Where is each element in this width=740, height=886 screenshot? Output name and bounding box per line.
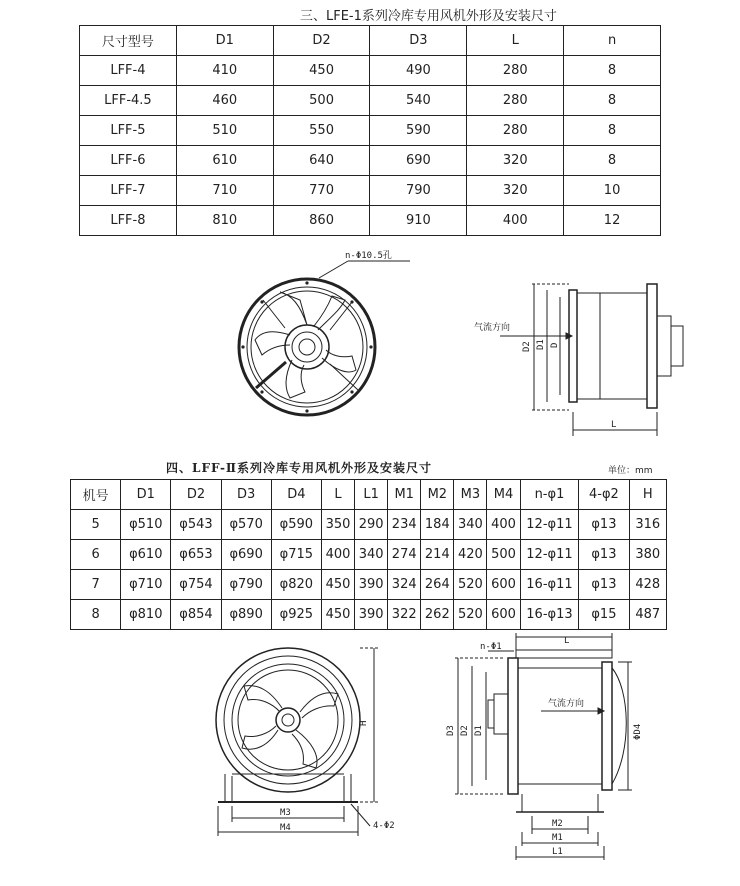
airflow-direction-label: 气流方向 [474,323,511,333]
table1-header: n [564,26,661,56]
table-cell: 450 [273,56,370,86]
table-row [80,206,661,236]
table-row [80,146,661,176]
table-cell: 324 [388,570,421,600]
table-cell: 600 [487,600,520,630]
table2-header: L1 [355,480,388,510]
table-cell: 390 [355,600,388,630]
table-row [80,56,661,86]
table2-header: D4 [271,480,321,510]
unit-label: 单位：mm [608,466,653,476]
table-cell: 340 [454,510,487,540]
table-cell: 320 [467,176,564,206]
table-cell: 500 [487,540,520,570]
table1-header: L [467,26,564,56]
table-cell: 520 [454,570,487,600]
fan1-side-view [500,284,683,436]
table-cell: φ590 [271,510,321,540]
table-cell: 390 [355,570,388,600]
table-cell: φ925 [271,600,321,630]
table1-header: D1 [176,26,273,56]
table-cell: 540 [370,86,467,116]
table-cell: 450 [321,570,354,600]
table-cell: 290 [355,510,388,540]
dim-label-d1-b: D1 [474,725,484,736]
table-cell: 340 [355,540,388,570]
table-cell: 810 [176,206,273,236]
table-cell: φ15 [579,600,629,630]
table-cell: 274 [388,540,421,570]
table-cell: 590 [370,116,467,146]
table-cell: LFF-4.5 [80,86,177,116]
table-cell: φ510 [121,510,171,540]
hole-callout-label: n-Φ10.5孔 [345,251,392,261]
fan2-front-view [216,648,378,836]
table-row [71,540,667,570]
table2-header: 机号 [71,480,121,510]
table1-header: D3 [370,26,467,56]
table-row [80,116,661,146]
table-cell: 16-φ13 [520,600,579,630]
dim-label-m4: M4 [280,823,291,833]
table-cell: 490 [370,56,467,86]
table2-header: D2 [171,480,221,510]
table-cell: φ570 [221,510,271,540]
table-cell: 264 [421,570,454,600]
table-cell: LFF-7 [80,176,177,206]
table-cell: 420 [454,540,487,570]
table2-header: D1 [121,480,171,510]
table2-header: n-φ1 [520,480,579,510]
table-cell: 7 [71,570,121,600]
table-cell: 316 [629,510,666,540]
table-cell: 600 [487,570,520,600]
table2-header: H [629,480,666,510]
table-cell: φ715 [271,540,321,570]
dim-label-m1: M1 [552,833,563,843]
table-cell: φ13 [579,570,629,600]
table-cell: φ854 [171,600,221,630]
table-cell: 12-φ11 [520,510,579,540]
table-cell: 460 [176,86,273,116]
table1-header: D2 [273,26,370,56]
table-cell: φ754 [171,570,221,600]
table1-header-row [80,26,661,56]
table-row [80,176,661,206]
dim-label-h: H [359,720,369,726]
table-row [71,600,667,630]
table-cell: φ653 [171,540,221,570]
table-cell: 640 [273,146,370,176]
table-cell: φ790 [221,570,271,600]
dim-label-d4: ΦD4 [633,723,643,740]
dim-label-d3: D3 [446,725,456,736]
table-cell: 280 [467,116,564,146]
dim-label-d2: D2 [522,341,532,352]
table-cell: LFF-4 [80,56,177,86]
dim-label-d2-b: D2 [460,725,470,736]
table-cell: 280 [467,56,564,86]
table-cell: LFF-8 [80,206,177,236]
table-cell: 610 [176,146,273,176]
table-cell: 710 [176,176,273,206]
table2-header: M3 [454,480,487,510]
table2-header: M1 [388,480,421,510]
fan1-front-view [239,261,410,415]
table-cell: 8 [71,600,121,630]
table-row [71,570,667,600]
table2-header: 4-φ2 [579,480,629,510]
table2 [70,479,667,630]
table-cell: LFF-5 [80,116,177,146]
table-cell: 320 [467,146,564,176]
table-cell: 8 [564,116,661,146]
table-cell: 262 [421,600,454,630]
table-cell: 8 [564,146,661,176]
table-cell: 550 [273,116,370,146]
table-cell: φ13 [579,510,629,540]
table-cell: 410 [176,56,273,86]
table-cell: 690 [370,146,467,176]
table-cell: 400 [487,510,520,540]
table-cell: 790 [370,176,467,206]
table-cell: 400 [321,540,354,570]
dim-label-d1: D1 [536,339,546,350]
table-cell: 16-φ11 [520,570,579,600]
airflow-direction-label-2: 气流方向 [548,699,585,709]
hole-callout-label-2: n-Φ1 [480,642,502,652]
table-cell: 322 [388,600,421,630]
table-cell: 400 [467,206,564,236]
table-cell: φ543 [171,510,221,540]
table-cell: 5 [71,510,121,540]
table-cell: 214 [421,540,454,570]
fan1-bolt-holes [241,281,372,412]
table2-header: L [321,480,354,510]
dim-label-m3: M3 [280,808,291,818]
table-cell: 520 [454,600,487,630]
table-cell: 184 [421,510,454,540]
table-cell: 10 [564,176,661,206]
table-cell: 910 [370,206,467,236]
dim-label-m2: M2 [552,819,563,829]
table-cell: φ820 [271,570,321,600]
table-cell: 234 [388,510,421,540]
table-cell: φ690 [221,540,271,570]
table2-header: M2 [421,480,454,510]
table-row [71,510,667,540]
table-cell: 428 [629,570,666,600]
table-cell: 500 [273,86,370,116]
table-cell: 350 [321,510,354,540]
foot-holes-label: 4-Φ2 [373,821,395,831]
dim-label-l: L [611,420,617,430]
table2-title: 四、LFF-Ⅱ系列冷库专用风机外形及安装尺寸 [166,461,433,475]
table-cell: 510 [176,116,273,146]
table-cell: φ610 [121,540,171,570]
table-row [80,86,661,116]
table-cell: 280 [467,86,564,116]
table-cell: 6 [71,540,121,570]
dim-label-d: D [550,342,560,348]
table-cell: φ13 [579,540,629,570]
table-cell: φ710 [121,570,171,600]
table-cell: 487 [629,600,666,630]
table2-header-row [71,480,667,510]
table-cell: 8 [564,86,661,116]
table-cell: φ890 [221,600,271,630]
table-cell: 770 [273,176,370,206]
table1-header: 尺寸型号 [80,26,177,56]
fan2-side-view [455,633,632,860]
table-cell: 860 [273,206,370,236]
table-cell: 450 [321,600,354,630]
dim-label-l1: L1 [552,847,563,857]
dim-label-l-top: L [564,636,570,646]
table-cell: φ810 [121,600,171,630]
table-cell: 8 [564,56,661,86]
table-cell: LFF-6 [80,146,177,176]
table2-header: M4 [487,480,520,510]
table-cell: 12-φ11 [520,540,579,570]
table-cell: 380 [629,540,666,570]
table-cell: 12 [564,206,661,236]
table1 [79,25,661,236]
table1-title: 三、LFE-1系列冷库专用风机外形及安装尺寸 [300,9,557,24]
table2-header: D3 [221,480,271,510]
